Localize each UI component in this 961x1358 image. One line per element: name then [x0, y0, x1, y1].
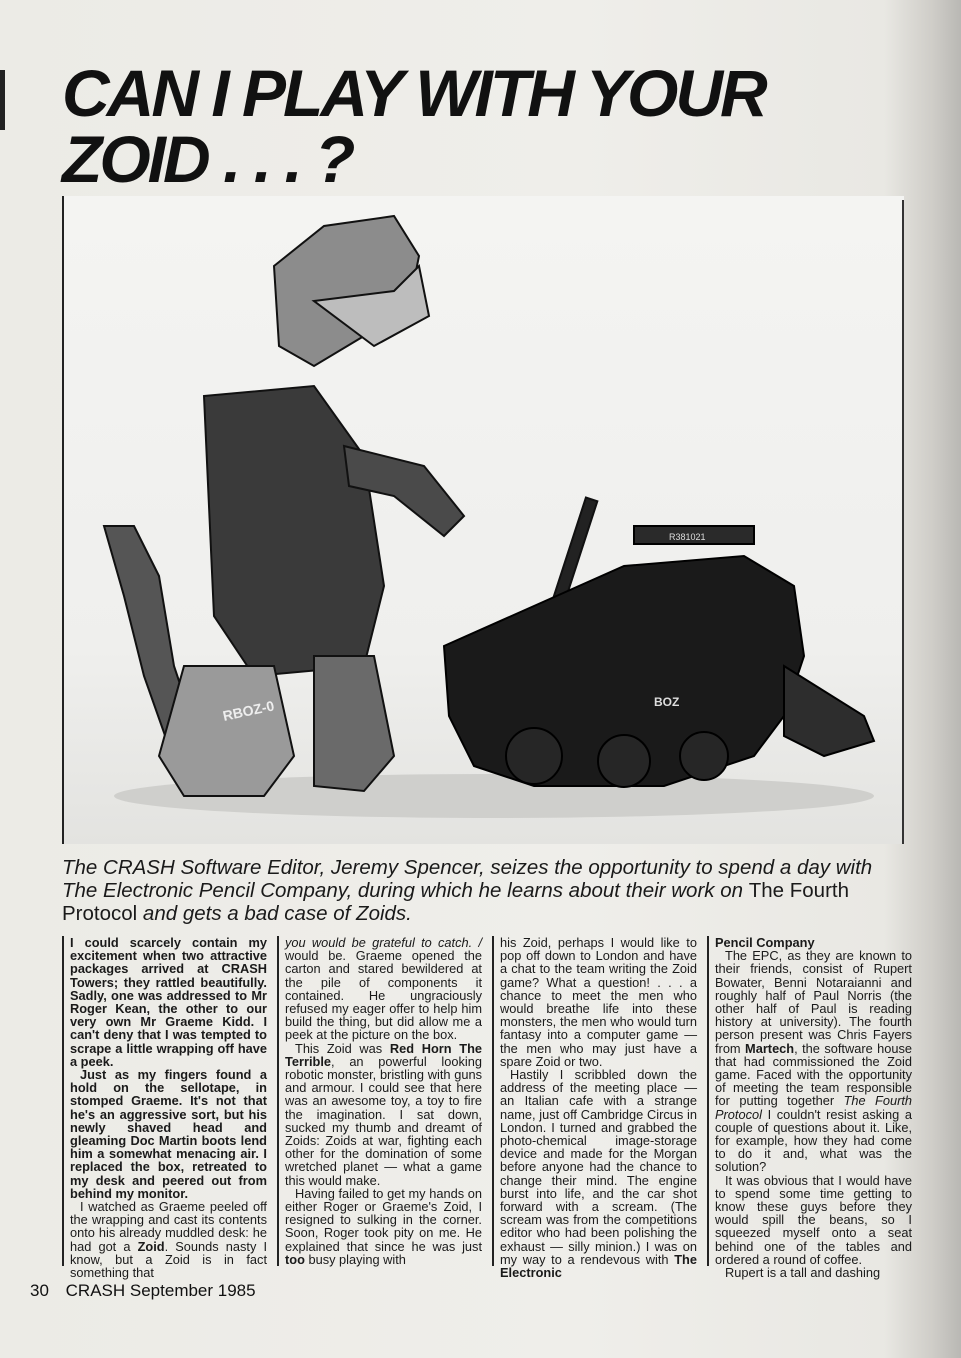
article-paragraph: his Zoid, perhaps I would like to pop off down to London and have a chat to the team writing the Zoid game? What a question! . . . a chance to meet the men who would breathe life into these monsters, the men who would turn fantasy into a computer game — the men who may just have a spare Zoid or two.	[500, 935, 697, 1069]
article-column-1	[62, 935, 267, 1281]
article-paragraph: you would be grateful to catch. / would be. Graeme opened the carton and stared bewildered at the pile of components it contained. He ungraciously refused my eager offer to help him build the thing, but did allow me a peek at the picture on the box.	[285, 935, 482, 1043]
article-paragraph: Rupert is a tall and dashing	[725, 1265, 881, 1281]
zoid-label-rboz: RBOZ-0	[221, 697, 276, 724]
caption-end: and gets a bad case of Zoids.	[142, 902, 412, 925]
zoid-label-serial: R381021	[669, 532, 706, 542]
article-paragraph: Just as my fingers found a hold on the sellotape, in stomped Graeme. It's not that he's an aggressive sort, but his newly shaved head and gleaming Doc Martin boots lend him a somewhat menacing air. I replaced the box, retreated to my desk and peered out from behind my monitor.	[70, 1067, 267, 1201]
caption-text: The CRASH Software Editor, Jeremy Spencer, seizes the opportunity to spend a day with The Electronic Pencil Company, during which he learns about their work on	[62, 856, 873, 902]
article-column-3	[492, 935, 697, 1281]
article-column-2	[277, 936, 482, 1266]
article-paragraph: Pencil Company	[715, 935, 815, 950]
article-column-4	[707, 935, 913, 1281]
photo-rule-right	[902, 200, 904, 844]
headline-line-1: CAN I PLAY WITH YOUR	[62, 56, 765, 130]
zoid-robots-photo	[64, 196, 904, 844]
photo-caption	[62, 856, 892, 925]
headline-line-2: ZOID . . . ?	[62, 122, 353, 196]
article-paragraph: It was obvious that I would have to spend some time getting to know these guys before they would spill the beans, so I squeezed myself onto a seat behind one of the tables and ordered a round of coffee.	[715, 1172, 912, 1267]
article-headline	[62, 56, 842, 196]
page-number: 30	[30, 1281, 49, 1300]
article-paragraph: This Zoid was Red Horn The Terrible, an powerful looking robotic monster, bristling with guns and armour. I could see that here was an awesome toy, a toy to fire the imagination. I sat down, sucked my thumb and dreamt of Zoids: Zoids at war, fighting each other for the domination of some wretched planet — what a game this would make.	[285, 1040, 483, 1188]
article-body	[62, 935, 913, 1281]
page-footer	[30, 1281, 256, 1301]
caption-game-title: The Fourth Protocol	[62, 879, 850, 925]
publication-info: CRASH September 1985	[65, 1281, 256, 1300]
article-paragraph: Having failed to get my hands on either Roger or Graeme's Zoid, I resigned to sulking in the corner. Soon, Roger took pity on me. He explained that since he was just too busy playing with	[285, 1185, 482, 1267]
zoid-label-boz: BOZ	[654, 695, 680, 709]
article-paragraph: Hastily I scribbled down the address of the meeting place — an Italian cafe with a strange name, just off Cambridge Circus in London. I turned and grabbed the photo-chemical image-storage device and made for the Morgan before anyone had the chance to change their mind. The engine burst into life, and the car shot forward with a scream. (The scream was from the competitions editor who had been polishing the exhaust — silly minion.) I was on my way to a rendevous with The Electronic	[500, 1067, 697, 1281]
article-paragraph: The EPC, as they are known to their friends, consist of Rupert Bowater, Benni Notaraianni and roughly half of Paul Norris (the other half of Paul is reading history at university). The fourth person present was Chris Fayers from Martech, the software house that had commissioned the Zoid game. Faced with the opportunity of meeting the team responsible for putting together The Fourth Protocol I couldn't resist asking a couple of questions about it. Like, for example, how they had come to do it and, what was the solution?	[715, 948, 913, 1175]
article-paragraph: I watched as Graeme peeled off the wrapping and cast its contents onto his already muddled desk: he had got a Zoid. Sounds nasty I know, but a Zoid is in fact something that	[70, 1199, 267, 1281]
article-lead-paragraph: I could scarcely contain my excitement when two attractive packages arrived at CRASH Towers; they rattled beautifully. Sadly, one was addressed to Mr Roger Kean, the other to our very own Mr Graeme Kidd. I can't deny that I was tempted to scrape a little wrapping off have a peek.	[70, 935, 267, 1069]
zoid-robots-illustration	[64, 196, 904, 844]
page-edge-mark	[0, 70, 5, 130]
